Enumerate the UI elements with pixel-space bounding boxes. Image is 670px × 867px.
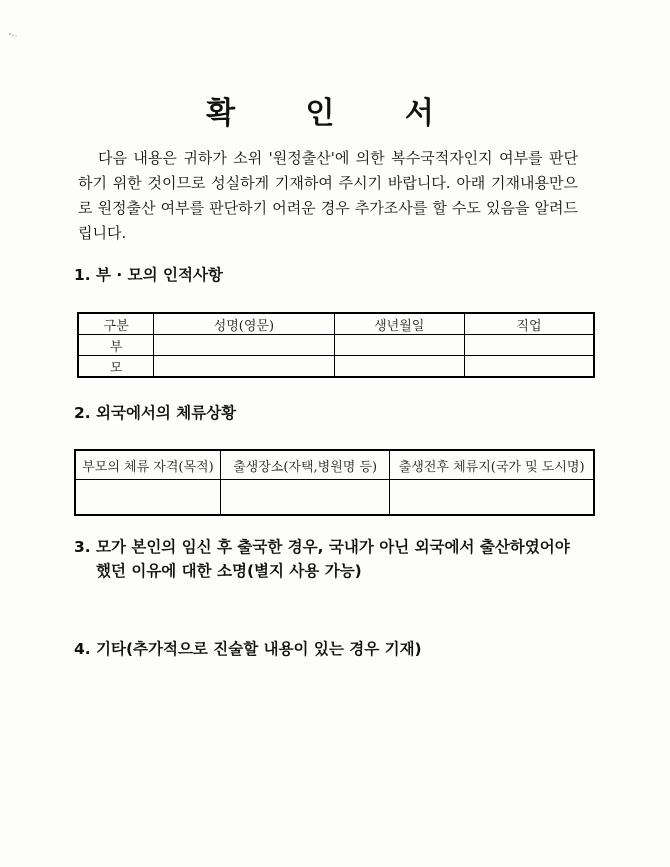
row-label-father: 부 [78, 335, 154, 356]
parents-info-table [77, 312, 595, 378]
section-3-title-line1: 모가 본인의 임신 후 출국한 경우, 국내가 아닌 외국에서 출산하였어야 [96, 538, 570, 556]
father-name-cell[interactable] [154, 335, 334, 356]
section-2-number: 2. [74, 404, 91, 422]
section-2-heading [74, 401, 236, 425]
section-1-title: 부 · 모의 인적사항 [96, 266, 223, 284]
section-4-number: 4. [74, 640, 91, 658]
scan-mark [8, 32, 18, 38]
table-header-row [78, 313, 594, 335]
intro-paragraph: 다음 내용은 귀하가 소위 '원정출산'에 의한 복수국적자인지 여부를 판단하기 위한 것이므로 성실하게 기재하여 주시기 바랍니다. 아래 기재내용만으로 원정출산 여부를 판단하기 어려운 경우 추가조사를 할 수도 있음을 알려드립니다. [78, 149, 578, 242]
residence-status-cell[interactable] [75, 480, 220, 516]
header-birthdate: 생년월일 [334, 313, 464, 335]
header-birth-place: 출생장소(자택,병원명 등) [220, 450, 389, 480]
row-label-mother: 모 [78, 356, 154, 378]
mother-name-cell[interactable] [154, 356, 334, 378]
table-row [78, 356, 594, 378]
mother-birthdate-cell[interactable] [334, 356, 464, 378]
header-category: 구분 [78, 313, 154, 335]
section-1-number: 1. [74, 266, 91, 284]
mother-occupation-cell[interactable] [464, 356, 594, 378]
section-4-heading [74, 637, 422, 661]
table-row [78, 335, 594, 356]
stay-abroad-table [74, 449, 595, 516]
header-name: 성명(영문) [154, 313, 334, 335]
section-1-heading [74, 263, 223, 287]
residence-location-cell[interactable] [390, 480, 594, 516]
father-birthdate-cell[interactable] [334, 335, 464, 356]
table-row [75, 480, 594, 516]
birth-place-cell[interactable] [220, 480, 389, 516]
section-4-title: 기타(추가적으로 진술할 내용이 있는 경우 기재) [96, 640, 422, 658]
header-residence-status: 부모의 체류 자격(목적) [75, 450, 220, 480]
section-3-heading [74, 535, 570, 583]
section-2-title: 외국에서의 체류상황 [96, 404, 237, 422]
header-residence-location: 출생전후 체류지(국가 및 도시명) [390, 450, 594, 480]
father-occupation-cell[interactable] [464, 335, 594, 356]
table-header-row [75, 450, 594, 480]
section-3-number: 3. [74, 538, 91, 556]
header-occupation: 직업 [464, 313, 594, 335]
document-title: 확 인 서 [206, 96, 464, 131]
section-3-title-line2: 했던 이유에 대한 소명(별지 사용 가능) [96, 562, 362, 580]
